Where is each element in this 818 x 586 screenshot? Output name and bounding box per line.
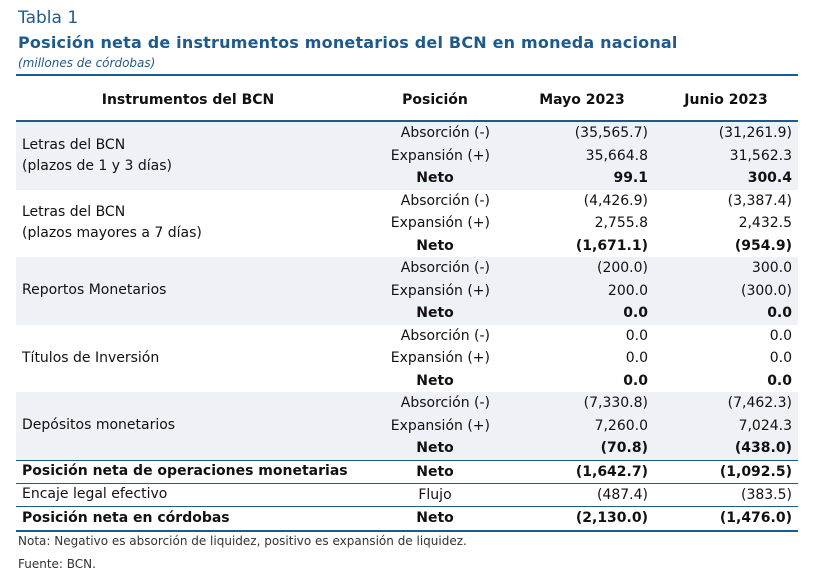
position-cell: Expansión (+) (390, 215, 490, 232)
may-value: 35,664.8 (510, 145, 654, 168)
position-cell: Expansión (+) (360, 415, 510, 438)
table-note: Nota: Negativo es absorción de liquidez, positivo es expansión de liquidez. (18, 534, 467, 548)
jun-value: (954.9) (734, 237, 792, 254)
position-cell: Neto (360, 302, 510, 325)
table-row (16, 325, 798, 348)
encaje-label: Encaje legal efectivo (22, 486, 168, 502)
table-row (16, 121, 798, 145)
jun-value: 300.4 (654, 167, 798, 190)
summary-position: Neto (360, 460, 510, 483)
final-position: Neto (360, 506, 510, 531)
encaje-row (16, 483, 798, 506)
position-cell: Absorción (-) (400, 327, 490, 344)
jun-value: (300.0) (654, 280, 798, 303)
header-june-2023: Junio 2023 (684, 92, 768, 108)
position-cell: Neto (360, 167, 510, 190)
jun-value: (7,462.3) (654, 392, 798, 415)
jun-value: 0.0 (767, 372, 792, 389)
header-row (16, 80, 798, 121)
position-cell: Expansión (+) (390, 350, 490, 367)
encaje-position: Flujo (418, 486, 452, 503)
instrument-label: Letras del BCN (plazos mayores a 7 días) (22, 204, 202, 242)
table-row (16, 392, 798, 415)
final-label: Posición neta en córdobas (16, 506, 360, 531)
jun-value: 300.0 (654, 257, 798, 280)
jun-value: (31,261.9) (654, 121, 798, 145)
encaje-may: (487.4) (596, 486, 648, 503)
instrument-label: Reportos Monetarios (16, 257, 360, 325)
header-may-2023: Mayo 2023 (539, 92, 625, 108)
header-instrument: Instrumentos del BCN (101, 92, 275, 108)
table-row (16, 257, 798, 280)
position-cell: Expansión (+) (360, 145, 510, 168)
instrument-label: Títulos de Inversión (22, 349, 160, 366)
may-value: 2,755.8 (594, 215, 648, 232)
may-value: (200.0) (510, 257, 654, 280)
may-value: 7,260.0 (510, 415, 654, 438)
position-cell: Neto (360, 437, 510, 460)
position-cell: Neto (416, 237, 454, 254)
position-cell: Expansión (+) (360, 280, 510, 303)
may-value: 99.1 (510, 167, 654, 190)
may-value: 0.0 (510, 302, 654, 325)
position-cell: Absorción (-) (360, 257, 510, 280)
may-value: (70.8) (510, 437, 654, 460)
jun-value: (438.0) (654, 437, 798, 460)
instrument-label: Letras del BCN (plazos de 1 y 3 días) (16, 121, 360, 190)
jun-value: 2,432.5 (738, 215, 792, 232)
may-value: 0.0 (625, 350, 648, 367)
summary-label: Posición neta de operaciones monetarias (16, 460, 360, 483)
final-may: (2,130.0) (510, 506, 654, 531)
may-value: (4,426.9) (583, 192, 648, 209)
summary-jun: (1,092.5) (654, 460, 798, 483)
jun-value: 0.0 (769, 350, 792, 367)
may-value: 200.0 (510, 280, 654, 303)
top-rule (16, 74, 798, 76)
instrument-label: Depósitos monetarios (16, 392, 360, 460)
position-cell: Neto (416, 372, 454, 389)
summary-row (16, 460, 798, 483)
position-cell: Absorción (-) (360, 392, 510, 415)
may-value: (1,671.1) (575, 237, 648, 254)
position-cell: Absorción (-) (360, 121, 510, 145)
monetary-position-table (16, 80, 798, 532)
table-caption: Tabla 1 (18, 8, 79, 28)
may-value: 0.0 (625, 327, 648, 344)
may-value: (7,330.8) (510, 392, 654, 415)
table-subtitle: (millones de córdobas) (18, 56, 156, 70)
table-body (16, 121, 798, 460)
may-value: (35,565.7) (510, 121, 654, 145)
final-jun: (1,476.0) (654, 506, 798, 531)
position-cell: Absorción (-) (400, 192, 490, 209)
jun-value: 0.0 (654, 302, 798, 325)
jun-value: 31,562.3 (654, 145, 798, 168)
table-source: Fuente: BCN. (18, 557, 96, 571)
jun-value: 0.0 (769, 327, 792, 344)
jun-value: (3,387.4) (727, 192, 792, 209)
table-row (16, 190, 798, 213)
header-position: Posición (402, 92, 468, 108)
may-value: 0.0 (623, 372, 648, 389)
encaje-jun: (383.5) (740, 486, 792, 503)
summary-may: (1,642.7) (510, 460, 654, 483)
jun-value: 7,024.3 (654, 415, 798, 438)
final-row (16, 506, 798, 531)
table-title: Posición neta de instrumentos monetarios del BCN en moneda nacional (18, 33, 678, 52)
